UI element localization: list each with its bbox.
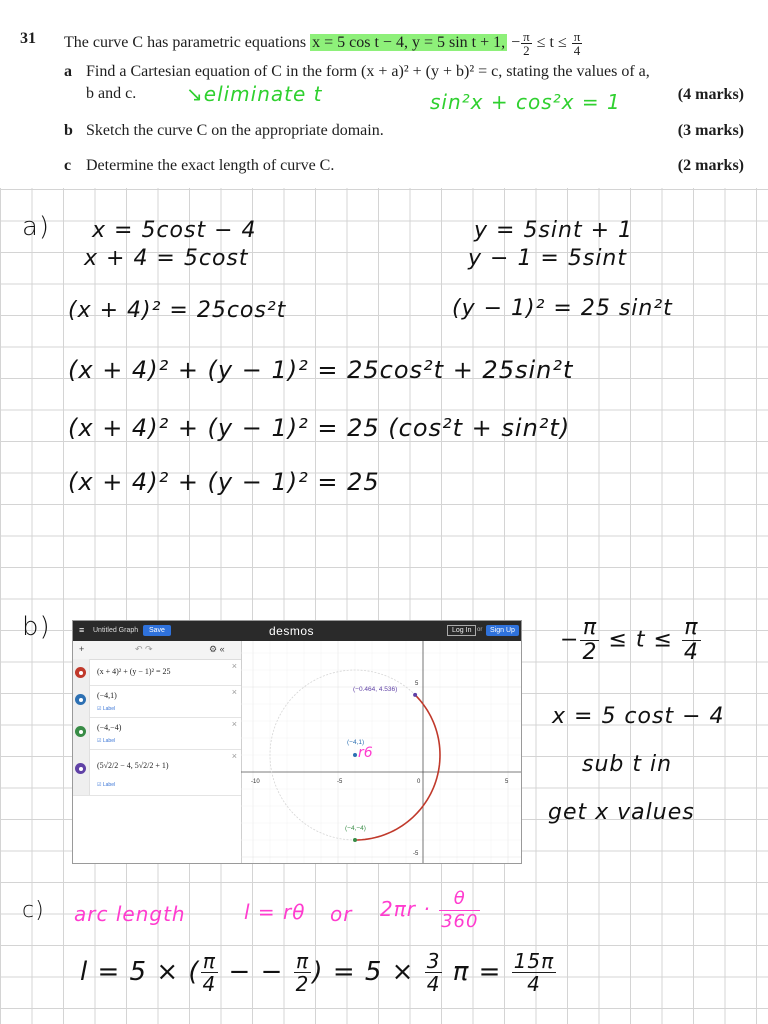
curve-color-icon[interactable] xyxy=(75,667,86,678)
domain-minus: − xyxy=(560,627,580,653)
domain-fraction-2 xyxy=(572,30,583,57)
label-checkbox[interactable]: ☑ Label xyxy=(97,738,116,744)
domain-frac-2 xyxy=(682,616,701,665)
domain-den-2: 4 xyxy=(573,43,581,58)
point-centre[interactable] xyxy=(353,753,357,757)
part-a-combined-2: (x + 4)² + (y − 1)² = 25 (cos²t + sin²t) xyxy=(68,414,571,442)
formula-2-den: 360 xyxy=(441,911,479,932)
working-frac-3 xyxy=(425,950,443,995)
part-a-line-1: Find a Cartesian equation of C in the form (x + a)² + (y + b)² = c, stating the values of a, xyxy=(86,63,650,80)
domain-frac-2-num: π xyxy=(682,616,701,641)
part-c-text: Determine the exact length of curve C. xyxy=(86,157,335,174)
expression-row-circle[interactable] xyxy=(73,659,241,686)
graph-grid xyxy=(241,641,521,863)
part-a-right-3: (y − 1)² = 25 sin²t xyxy=(452,296,673,321)
question-number: 31 xyxy=(20,30,36,47)
signup-button[interactable]: Sign Up xyxy=(486,625,519,636)
part-a-left-3: (x + 4)² = 25cos²t xyxy=(68,298,287,323)
part-a-combined-1: (x + 4)² + (y − 1)² = 25cos²t + 25sin²t xyxy=(68,356,574,384)
save-button[interactable]: Save xyxy=(143,625,171,636)
working-eq1: = 5 × xyxy=(332,957,415,987)
working-frac-4-den: 4 xyxy=(527,972,541,996)
domain-frac-2-den: 4 xyxy=(683,640,699,665)
settings-collapse-icon[interactable]: ⚙ « xyxy=(209,644,225,654)
working-frac-2 xyxy=(294,950,312,995)
part-a-left-1: x = 5cost − 4 xyxy=(92,218,257,243)
menu-icon[interactable]: ≡ xyxy=(79,625,85,635)
tick-x-5: 5 xyxy=(505,779,509,785)
desmos-logo: desmos xyxy=(269,624,315,638)
domain-frac-1-den: 2 xyxy=(582,640,598,665)
point-label-start: (−4,−4) xyxy=(345,825,366,832)
working-pi: π = xyxy=(452,957,502,987)
working-close: ) xyxy=(312,957,324,987)
graph-title: Untitled Graph xyxy=(93,627,139,634)
working-frac-1-num: π xyxy=(201,950,219,973)
part-b-letter: b xyxy=(64,122,73,139)
expression-text[interactable]: (5√2/2 − 4, 5√2/2 + 1) xyxy=(97,761,169,770)
working-frac-2-den: 2 xyxy=(295,972,310,996)
part-c-letter: c xyxy=(64,157,72,174)
domain-den-1: 2 xyxy=(523,43,530,58)
label-checkbox[interactable]: ☑ Label xyxy=(97,782,116,788)
tick-x-neg10: -10 xyxy=(251,779,260,785)
graph-canvas[interactable] xyxy=(241,641,521,863)
expression-row-point-1[interactable] xyxy=(73,685,241,718)
working-frac-2-num: π xyxy=(294,950,312,973)
part-a-right-2: y − 1 = 5sint xyxy=(468,246,627,271)
expression-text[interactable]: (x + 4)² + (y − 1)² = 25 xyxy=(97,667,171,676)
expression-text[interactable]: (−4,1) xyxy=(97,691,117,700)
part-c-marks: (2 marks) xyxy=(677,157,744,174)
part-a-text xyxy=(86,61,746,105)
formula-2-text: 2πr · xyxy=(380,897,431,921)
part-a-line-2: b and c. xyxy=(86,85,137,102)
expression-list xyxy=(73,641,242,863)
formula-2-fraction xyxy=(439,888,480,933)
expression-text[interactable]: (−4,−4) xyxy=(97,723,122,732)
point-color-icon[interactable] xyxy=(75,763,86,774)
part-a-combined-3: (x + 4)² + (y − 1)² = 25 xyxy=(68,468,380,496)
close-icon[interactable]: × xyxy=(231,661,237,671)
part-a-label: a) xyxy=(22,212,51,242)
desmos-top-bar xyxy=(73,621,521,641)
expression-row-point-3[interactable] xyxy=(73,749,241,796)
part-b-note-3: get x values xyxy=(548,800,695,825)
add-expression-icon[interactable]: + xyxy=(79,644,85,654)
question-stem-text: The curve C has parametric equations xyxy=(64,34,307,52)
domain-mid: ≤ t ≤ xyxy=(608,627,673,653)
working-frac-4-num: 15π xyxy=(513,949,555,973)
domain-prefix: − xyxy=(511,34,521,52)
label-checkbox[interactable]: ☑ Label xyxy=(97,706,116,712)
part-b-label: b) xyxy=(22,612,51,642)
part-b-note-2: sub t in xyxy=(582,752,673,777)
question-stem xyxy=(64,30,583,57)
note-eliminate-t: ↘eliminate t xyxy=(186,82,323,106)
part-b-marks: (3 marks) xyxy=(677,122,744,139)
note-identity: sin²x + cos²x = 1 xyxy=(430,90,621,114)
part-c-heading: arc length xyxy=(74,902,186,926)
part-b-text: Sketch the curve C on the appropriate domain. xyxy=(86,122,384,139)
tick-x-0: 0 xyxy=(417,779,421,785)
close-icon[interactable]: × xyxy=(231,751,237,761)
domain-middle: ≤ t ≤ xyxy=(536,34,567,52)
point-start[interactable] xyxy=(353,838,357,842)
part-c-or: or xyxy=(330,902,353,926)
part-a-marks: (4 marks) xyxy=(677,86,744,103)
domain-num-1: π xyxy=(523,29,530,44)
part-c-formula-2 xyxy=(380,888,481,933)
login-button[interactable]: Log In xyxy=(447,625,476,636)
desmos-screenshot xyxy=(72,620,522,864)
formula-2-num: θ xyxy=(439,888,480,911)
working-frac-1 xyxy=(201,950,219,995)
working-frac-3-num: 3 xyxy=(426,949,441,973)
working-frac-4 xyxy=(512,950,557,995)
undo-redo-icon[interactable]: ↶ ↷ xyxy=(135,644,153,654)
working-frac-3-den: 4 xyxy=(426,972,441,996)
domain-frac-1 xyxy=(580,616,599,665)
highlighted-equations: x = 5 cos t − 4, y = 5 sin t + 1, xyxy=(312,34,506,52)
working-minus: − − xyxy=(228,957,284,987)
tick-x-neg5: -5 xyxy=(337,779,343,785)
domain-fraction-1 xyxy=(521,30,532,57)
close-icon[interactable]: × xyxy=(231,687,237,697)
pink-marker: r6 xyxy=(358,745,373,761)
or-text: or xyxy=(477,627,483,633)
domain-num-2: π xyxy=(573,29,581,44)
expression-row-point-2[interactable] xyxy=(73,717,241,750)
tick-y-neg5: -5 xyxy=(413,851,419,857)
question-box xyxy=(0,0,768,188)
part-a-right-1: y = 5sint + 1 xyxy=(474,218,633,243)
part-c-working xyxy=(80,950,557,995)
working-start: l = 5 × ( xyxy=(80,957,200,987)
part-a-left-2: x + 4 = 5cost xyxy=(84,246,249,271)
point-color-icon[interactable] xyxy=(75,694,86,705)
tick-y-5: 5 xyxy=(415,681,419,687)
point-label-end: (−0.464, 4.536) xyxy=(353,686,398,693)
part-c-formula-1: l = rθ xyxy=(244,900,306,924)
point-end[interactable] xyxy=(413,693,417,697)
curve-arc xyxy=(355,695,440,840)
part-c-label: c) xyxy=(22,898,45,923)
expression-toolbar xyxy=(73,641,241,660)
point-color-icon[interactable] xyxy=(75,726,86,737)
working-frac-1-den: 4 xyxy=(202,972,217,996)
part-a-letter: a xyxy=(64,63,72,80)
domain-frac-1-num: π xyxy=(580,616,599,641)
part-b-domain xyxy=(560,616,702,665)
point-label-centre: (−4,1) xyxy=(347,739,365,746)
part-b-note-1: x = 5 cost − 4 xyxy=(552,704,725,729)
close-icon[interactable]: × xyxy=(231,719,237,729)
